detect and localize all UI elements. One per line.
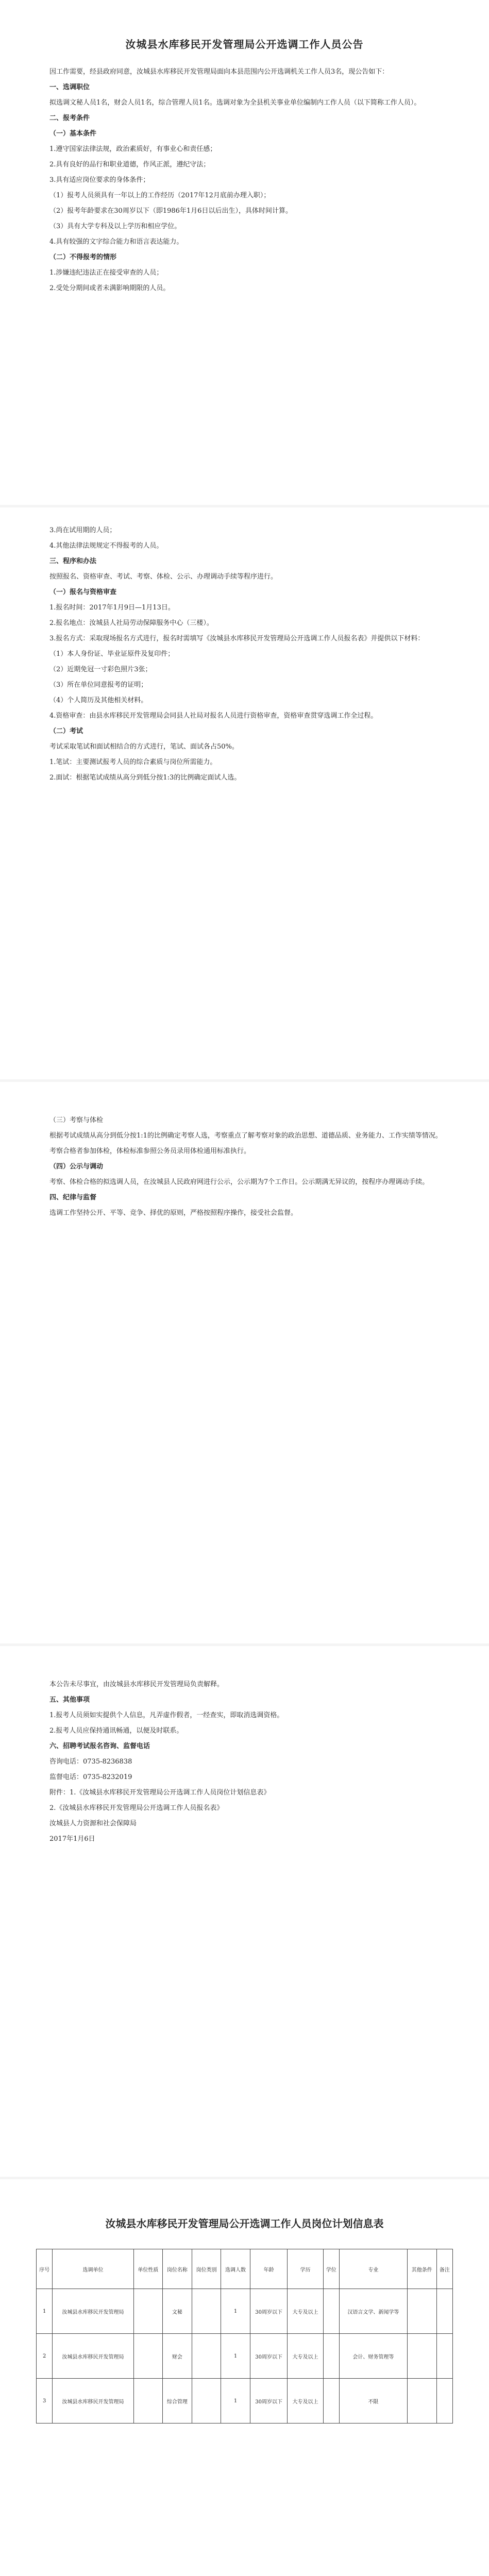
- paragraph: 本公告未尽事宜，由汝城县水库移民开发管理局负责解释。: [49, 1681, 224, 1688]
- positions-cell: 30周岁以下: [250, 2379, 288, 2424]
- section-heading: （二）考试: [49, 727, 83, 735]
- paragraph: 因工作需要，经县政府同意，汝城县水库移民开发管理局面向本县范围内公开选调机关工作人员3名，现公告如下：: [49, 68, 389, 76]
- table-row: [37, 2334, 453, 2379]
- paragraph: 1.遵守国家法律法规，政治素质好，有事业心和责任感；: [49, 145, 217, 153]
- section-heading: （一）基本条件: [49, 130, 97, 138]
- positions-cell: [192, 2379, 221, 2424]
- positions-cell: [133, 2289, 163, 2334]
- positions-cell: [192, 2334, 221, 2379]
- positions-header-cell: 备注: [436, 2249, 453, 2289]
- notice-body-3: [36, 1113, 453, 1221]
- notice-page-3: [0, 1082, 489, 1643]
- positions-header-cell: 专业: [339, 2249, 407, 2289]
- positions-cell: 财会: [163, 2334, 192, 2379]
- positions-cell: [436, 2289, 453, 2334]
- section-heading: 一、选调职位: [49, 83, 90, 91]
- paragraph: 2.报考人员应保持通讯畅通，以便及时联系。: [49, 1727, 183, 1735]
- paragraph: （4）个人简历及其他相关材料。: [49, 697, 148, 704]
- section-heading: 三、程序和办法: [49, 557, 97, 565]
- positions-cell: 1: [221, 2379, 250, 2424]
- positions-cell: 不限: [339, 2379, 407, 2424]
- positions-cell: [323, 2289, 339, 2334]
- section-heading: 四、纪律与监督: [49, 1194, 97, 1201]
- paragraph: 根据考试成绩从高分到低分按1:1的比例确定考察人选，考察重点了解考察对象的政治思想、道德品质、业务能力、工作实绩等情况。: [49, 1132, 442, 1140]
- positions-cell: [323, 2379, 339, 2424]
- paragraph: 2.面试：根据笔试成绩从高分到低分按1:3的比例确定面试人选。: [49, 774, 241, 782]
- paragraph: 拟选调文秘人员1名，财会人员1名，综合管理人员1名。选调对象为全县机关事业单位编制内工作人员（以下简称工作人员）。: [49, 99, 421, 107]
- positions-header-cell: 单位性质: [133, 2249, 163, 2289]
- paragraph: 1.报考人员须如实提供个人信息，凡弄虚作假者，一经查实，即取消选调资格。: [49, 1711, 284, 1719]
- positions-header-row: [37, 2249, 453, 2289]
- positions-cell: 会计、财务管理等: [339, 2334, 407, 2379]
- paragraph: 1.报名时间：2017年1月9日—1月13日。: [49, 604, 175, 612]
- paragraph: 4.其他法律法规规定不得报考的人员。: [49, 542, 163, 550]
- positions-cell: [407, 2334, 436, 2379]
- paragraph: 附件：1.《汝城县水库移民开发管理局公开选调工作人员岗位计划信息表》: [49, 1789, 271, 1797]
- paragraph: 2.《汝城县水库移民开发管理局公开选调工作人员报名表》: [49, 1804, 224, 1812]
- positions-header-cell: 其他条件: [407, 2249, 436, 2289]
- positions-cell: 3: [37, 2379, 53, 2424]
- positions-cell: 1: [37, 2289, 53, 2334]
- paragraph: 考试采取笔试和面试相结合的方式进行，笔试、面试各占50%。: [49, 743, 239, 751]
- section-heading: （一）报名与资格审查: [49, 588, 117, 596]
- paragraph: 按照报名、资格审查、考试、考察、体检、公示、办理调动手续等程序进行。: [49, 573, 278, 581]
- positions-cell: 综合管理: [163, 2379, 192, 2424]
- positions-cell: [323, 2334, 339, 2379]
- positions-table: [36, 2249, 453, 2424]
- positions-cell: 大专及以上: [288, 2289, 323, 2334]
- paragraph: 2.具有良好的品行和职业道德，作风正派，遵纪守法；: [49, 161, 210, 168]
- section-heading: （二）不得报考的情形: [49, 253, 117, 261]
- paragraph: 考察、体检合格的拟选调人员，在汝城县人民政府网进行公示，公示期为7个工作日。公示期满无异议的，按程序办理调动手续。: [49, 1178, 429, 1186]
- paragraph: （3）具有大学专科及以上学历和相应学位。: [49, 223, 181, 230]
- positions-cell: 文秘: [163, 2289, 192, 2334]
- positions-header-cell: 学历: [288, 2249, 323, 2289]
- paragraph: （1）报考人员须具有一年以上的工作经历（2017年12月底前办理入职）；: [49, 192, 271, 199]
- positions-header-cell: 岗位类别: [192, 2249, 221, 2289]
- positions-cell: 大专及以上: [288, 2379, 323, 2424]
- paragraph: 2017年1月6日: [49, 1835, 95, 1843]
- paragraph: 4.具有较强的文字综合能力和语言表达能力。: [49, 238, 183, 246]
- positions-page: [0, 2179, 489, 2576]
- positions-cell: [133, 2379, 163, 2424]
- notice-title: 汝城县水库移民开发管理局公开选调工作人员公告: [125, 38, 364, 50]
- positions-cell: 30周岁以下: [250, 2289, 288, 2334]
- notice-page-1: [0, 0, 489, 505]
- paragraph: 1.涉嫌违纪违法正在接受审查的人员；: [49, 269, 163, 277]
- paragraph: 选调工作坚持公开、平等、竞争、择优的原则，严格按照程序操作，接受社会监督。: [49, 1209, 298, 1217]
- paragraph: 汝城县人力资源和社会保障局: [49, 1820, 137, 1827]
- notice-page-2: [0, 507, 489, 1079]
- table-row: [37, 2289, 453, 2334]
- positions-header-cell: 选调单位: [53, 2249, 133, 2289]
- positions-cell: 30周岁以下: [250, 2334, 288, 2379]
- paragraph: 考察合格者参加体检，体检标准参照公务员录用体检通用标准执行。: [49, 1147, 251, 1155]
- positions-title: 汝城县水库移民开发管理局公开选调工作人员岗位计划信息表: [105, 2217, 384, 2230]
- notice-body-4: [36, 1677, 453, 1847]
- positions-cell: 汝城县水库移民开发管理局: [53, 2334, 133, 2379]
- notice-body-2: [36, 523, 453, 786]
- positions-header-cell: 学位: [323, 2249, 339, 2289]
- paragraph: 2.报名地点：汝城县人社局劳动保障服务中心（三楼）。: [49, 619, 213, 627]
- paragraph: 2.受处分期间或者未满影响期限的人员。: [49, 284, 170, 292]
- positions-header-cell: 年龄: [250, 2249, 288, 2289]
- section-heading: （四）公示与调动: [49, 1163, 104, 1171]
- paragraph: 3.尚在试用期的人员；: [49, 527, 116, 534]
- positions-cell: 2: [37, 2334, 53, 2379]
- positions-cell: [407, 2289, 436, 2334]
- notice-body-1: [36, 64, 453, 296]
- table-row: [37, 2379, 453, 2424]
- paragraph: 3.报名方式：采取现场报名方式进行，报名时需填写《汝城县水库移民开发管理局公开选调工作人员报名表》并提供以下材料：: [49, 635, 425, 642]
- paragraph: （1）本人身份证、毕业证原件及复印件；: [49, 650, 175, 658]
- section-heading: 六、招聘考试报名咨询、监督电话: [49, 1742, 150, 1750]
- positions-cell: 汝城县水库移民开发管理局: [53, 2379, 133, 2424]
- paragraph: 1.笔试：主要测试报考人员的综合素质与岗位所需能力。: [49, 758, 217, 766]
- positions-cell: 汉语言文学、新闻学等: [339, 2289, 407, 2334]
- section-heading: 二、报考条件: [49, 114, 90, 122]
- notice-page-4: [0, 1646, 489, 2177]
- positions-cell: [407, 2379, 436, 2424]
- paragraph: （2）近期免冠一寸彩色照片3张；: [49, 666, 152, 673]
- paragraph: （2）报考年龄要求在30周岁以下（即1986年1月6日以后出生），具体时间计算。: [49, 207, 292, 215]
- paragraph: 监督电话：0735-8232019: [49, 1773, 132, 1781]
- paragraph: （三）考察与体检: [49, 1116, 104, 1124]
- section-heading: 五、其他事项: [49, 1696, 90, 1704]
- positions-cell: 1: [221, 2334, 250, 2379]
- positions-body: [37, 2289, 453, 2424]
- positions-cell: [436, 2334, 453, 2379]
- positions-cell: [192, 2289, 221, 2334]
- positions-cell: [133, 2334, 163, 2379]
- positions-cell: 1: [221, 2289, 250, 2334]
- positions-header-cell: 序号: [37, 2249, 53, 2289]
- paragraph: 3.具有适应岗位要求的身体条件；: [49, 176, 150, 184]
- paragraph: （3）所在单位同意报考的证明；: [49, 681, 148, 689]
- positions-header-cell: 选调人数: [221, 2249, 250, 2289]
- positions-header-cell: 岗位名称: [163, 2249, 192, 2289]
- paragraph: 4.资格审查：由县水库移民开发管理局会同县人社局对报名人员进行资格审查，资格审查贯穿选调工作全过程。: [49, 712, 378, 720]
- positions-cell: [436, 2379, 453, 2424]
- positions-cell: 汝城县水库移民开发管理局: [53, 2289, 133, 2334]
- positions-cell: 大专及以上: [288, 2334, 323, 2379]
- paragraph: 咨询电话：0735-8236838: [49, 1758, 132, 1766]
